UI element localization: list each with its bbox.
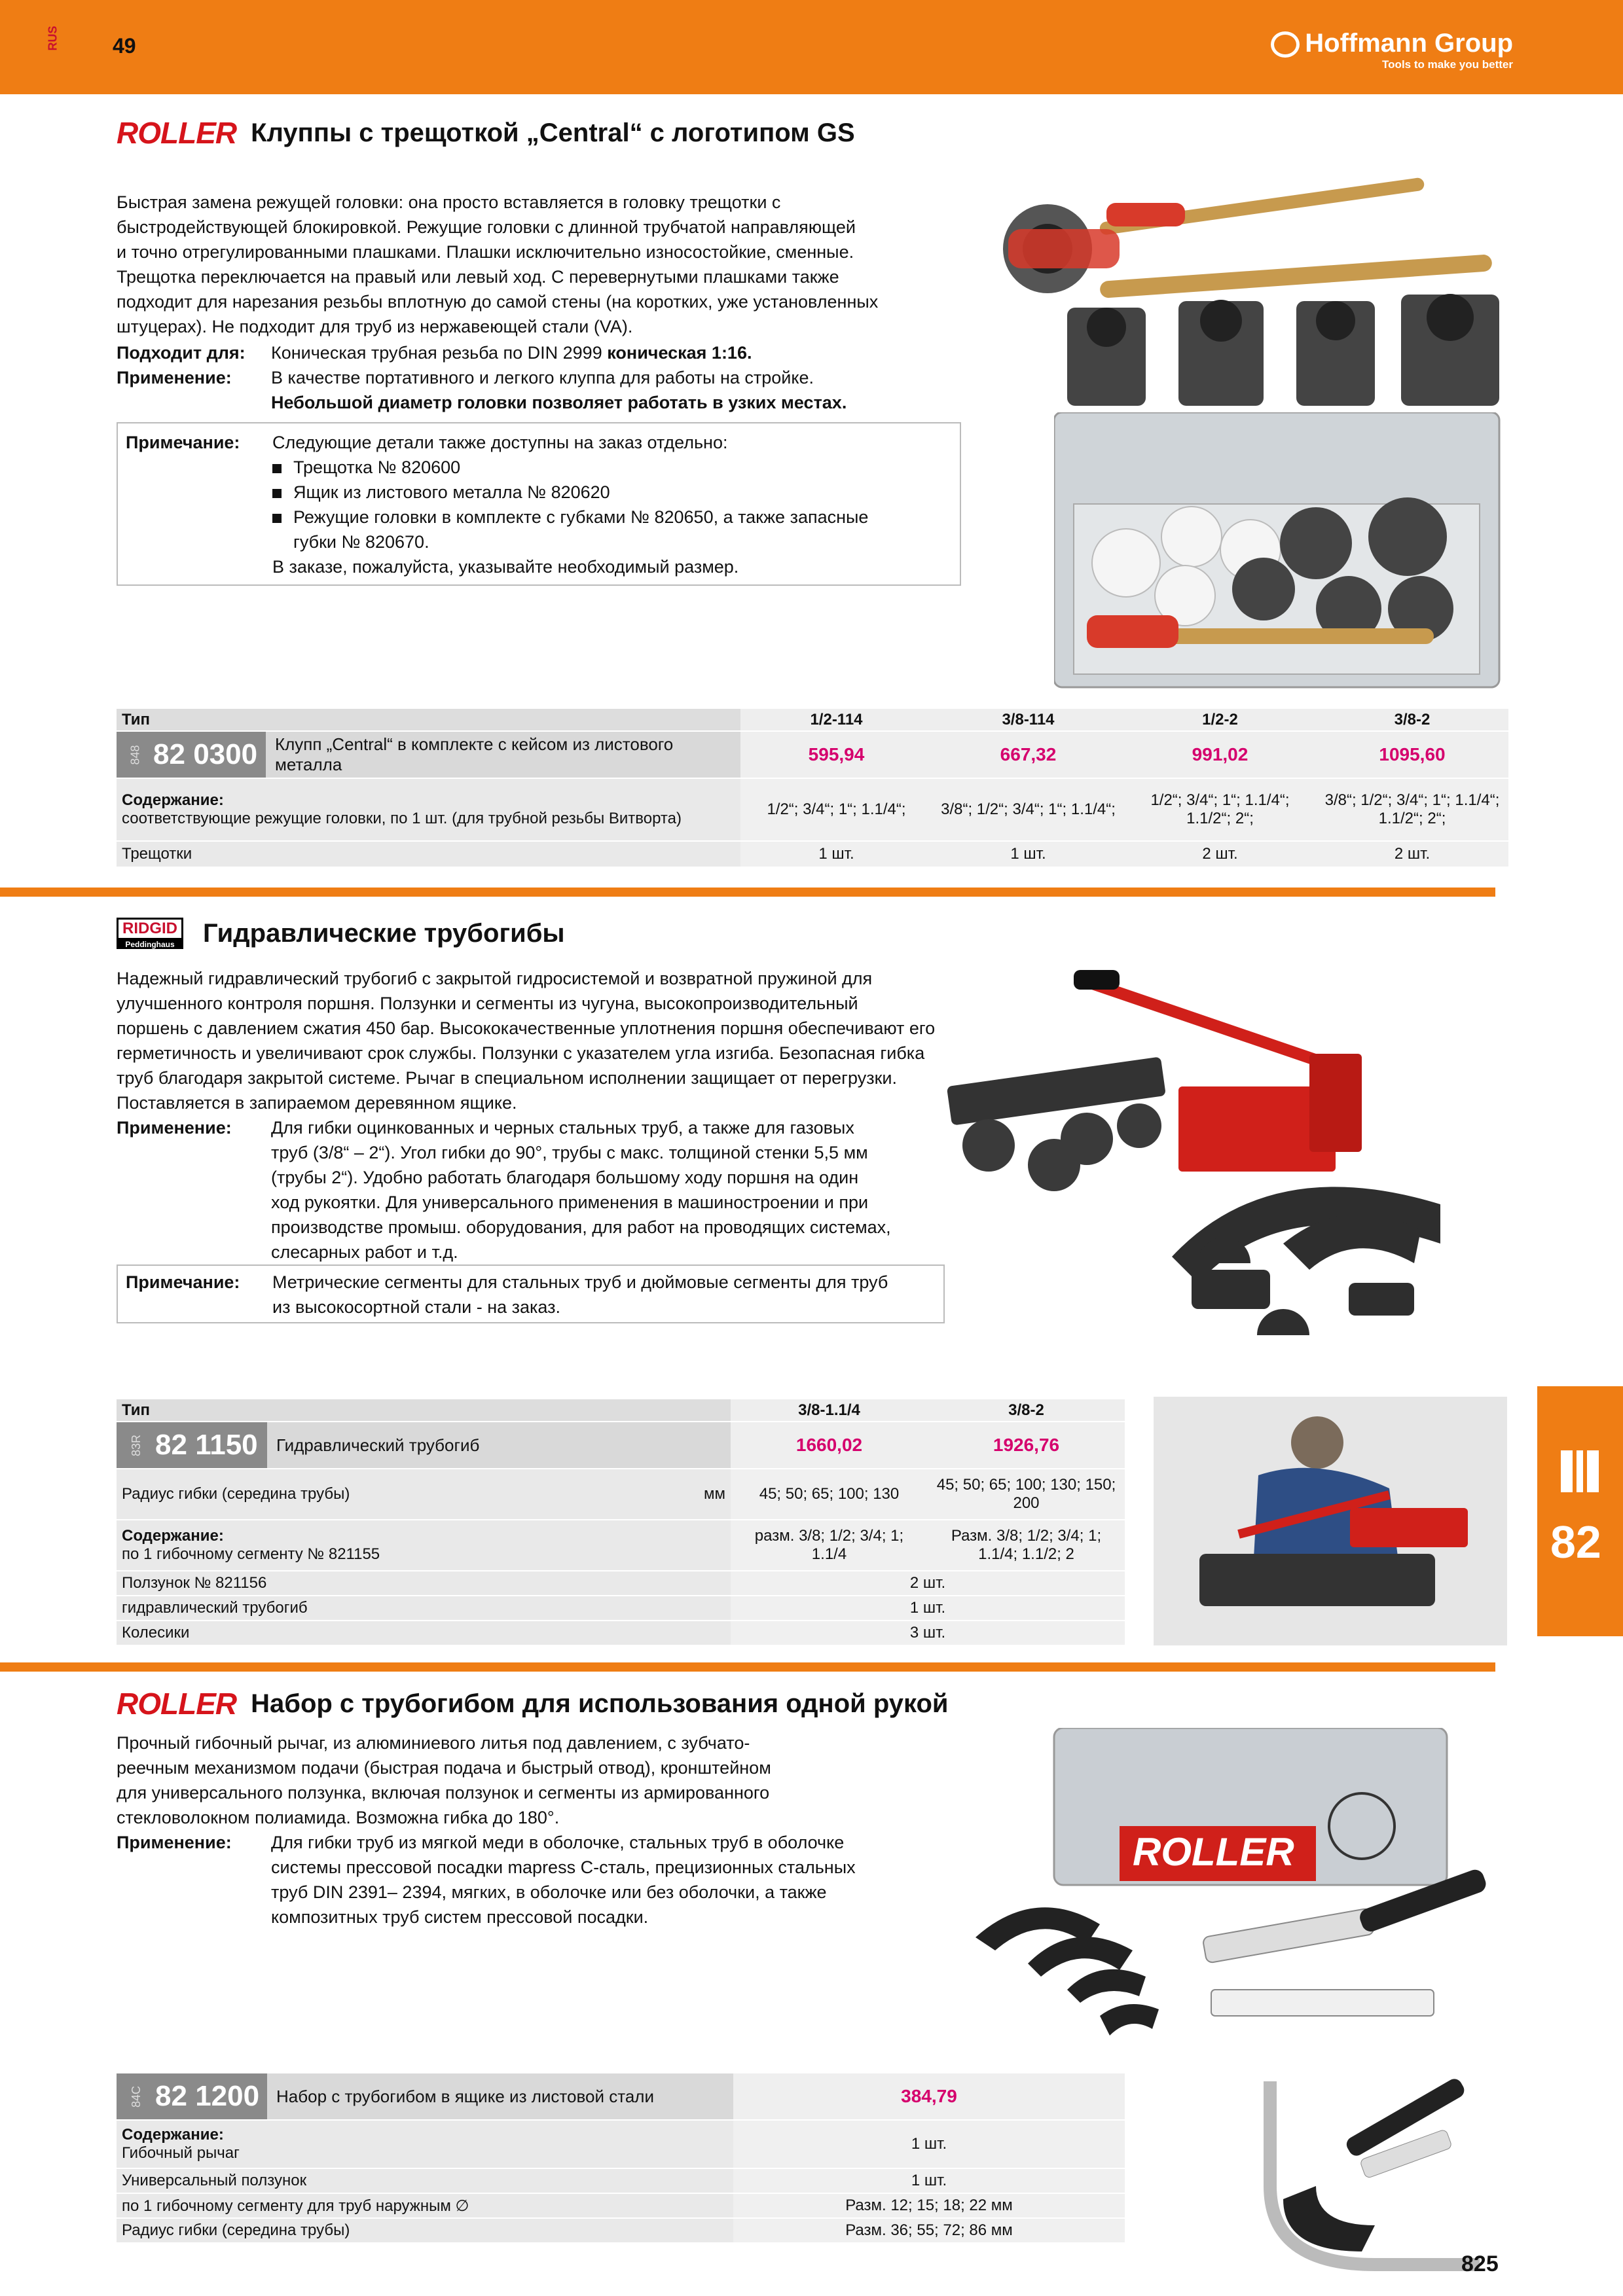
note-content xyxy=(272,430,947,579)
note-line: Метрические сегменты для стальных труб и дюймовые сегменты для труб xyxy=(272,1272,888,1292)
content-cell xyxy=(117,778,740,841)
value-line: 1.1/4; 1.1/2; 2 xyxy=(978,1545,1074,1563)
hydraulic-bender-image xyxy=(943,956,1506,1335)
desc-line: труб благодаря закрытой системе. Рычаг в специальном исполнении защищает от перегрузки. xyxy=(117,1068,897,1088)
desc-line: и точно отрегулированными плашками. Плашки исключительно износостойкие, сменные. xyxy=(117,242,854,262)
content-label: Содержание: xyxy=(122,1527,224,1545)
ridgid-logo-text: RIDGID xyxy=(117,918,183,940)
desc-line: герметичность и увеличивают срок службы. Ползунки с указателем угла изгиба. Безопасная гибка xyxy=(117,1043,925,1063)
row-value: 2 шт. xyxy=(731,1571,1125,1596)
bender-set-image xyxy=(969,1728,1506,2042)
price: 384,79 xyxy=(733,2073,1125,2120)
note-content xyxy=(272,1270,888,1319)
use-line: производстве промыш. оборудования, для работ на проводящих системах, xyxy=(271,1217,891,1237)
article-description: Клупп „Central“ в комплекте с кейсом из листового металла xyxy=(274,734,674,774)
fit-label: Подходит для: xyxy=(117,343,246,363)
row-value: 1 шт. xyxy=(733,2120,1125,2168)
metal-case-image xyxy=(1054,412,1506,700)
ratchet-value: 1 шт. xyxy=(740,841,932,867)
content-value xyxy=(928,1520,1125,1571)
section2-table xyxy=(117,1399,1125,1646)
value-line: 1/2“; 3/4“; 1“; 1.1/4“; xyxy=(767,800,906,818)
brand-name: Hoffmann Group xyxy=(1305,29,1513,58)
price: 1660,02 xyxy=(731,1422,928,1469)
desc-line: Поставляется в запираемом деревянном ящике. xyxy=(117,1093,517,1113)
note-item xyxy=(272,455,947,480)
note-end: В заказе, пожалуйста, указывайте необходимый размер. xyxy=(272,557,739,577)
article-number: 82 1200 xyxy=(155,2080,260,2112)
section1-table xyxy=(117,709,1508,868)
value-line: 200 xyxy=(1013,1494,1040,1512)
price: 991,02 xyxy=(1124,731,1316,778)
note-label: Примечание: xyxy=(126,433,240,452)
desc-line: Быстрая замена режущей головки: она просто вставляется в головку трещотки с xyxy=(117,192,781,212)
value-line: разм. 3/8; 1/2; 3/4; 1; xyxy=(754,1527,904,1545)
s3-use-row xyxy=(117,1830,968,1927)
article-number-box xyxy=(117,1422,267,1468)
fit-text-value: Коническая трубная резьба по DIN 2999 xyxy=(271,343,602,363)
price: 595,94 xyxy=(740,731,932,778)
radius-unit: мм xyxy=(665,1469,731,1520)
roller-logo: ROLLER xyxy=(117,116,237,150)
row-label: Гибочный рычаг xyxy=(122,2144,240,2162)
fit-text xyxy=(271,340,752,365)
value-line: 45; 50; 65; 100; 130; 150; xyxy=(936,1476,1116,1494)
article-prefix: 83R xyxy=(130,1434,143,1456)
radius-label: Радиус гибки (середина трубы) xyxy=(117,1469,665,1520)
content-value xyxy=(1124,778,1316,841)
case-logo: ROLLER xyxy=(1133,1830,1294,1874)
article-description: Гидравлический трубогиб xyxy=(276,1435,480,1455)
note-item xyxy=(272,505,947,529)
article-number-box xyxy=(117,732,266,778)
use-line: системы прессовой посадки mapress C-сталь, прецизионных стальных xyxy=(271,1857,856,1877)
section3-table xyxy=(117,2073,1125,2244)
desc-line: стекловолокном полиамида. Возможна гибка до 180°. xyxy=(117,1808,560,1827)
use-line: труб (3/8“ – 2“). Угол гибки до 90°, трубы с макс. толщиной стенки 5,5 мм xyxy=(271,1143,868,1162)
use-text: В качестве портативного и легкого клуппа для работы на стройке. xyxy=(271,368,814,387)
section1-heading xyxy=(117,115,855,151)
row-label: Ползунок № 821156 xyxy=(117,1571,731,1596)
page-number-bottom: 825 xyxy=(1461,2251,1499,2276)
use-row xyxy=(117,365,968,412)
row-value: 1 шт. xyxy=(733,2168,1125,2193)
desc-line: быстродействующей блокировкой. Режущие головки с длинной трубчатой направляющей xyxy=(117,217,856,237)
use-line: ход рукоятки. Для универсального применения в машиностроении и при xyxy=(271,1193,869,1212)
s2-use-row xyxy=(117,1115,968,1262)
value-line: 1.1/2“; 2“; xyxy=(1186,810,1254,827)
content-value xyxy=(740,778,932,841)
ratchet-value: 1 шт. xyxy=(932,841,1124,867)
radius-value xyxy=(731,1469,928,1520)
use-label: Применение: xyxy=(117,1118,232,1138)
content-value xyxy=(932,778,1124,841)
row-label: Колесики xyxy=(117,1621,731,1645)
section3-title: Набор с трубогибом для использования одной рукой xyxy=(251,1689,949,1718)
col-header: 3/8-2 xyxy=(928,1399,1125,1422)
use-label: Применение: xyxy=(117,368,232,387)
use-line: Для гибки труб из мягкой меди в оболочке, стальных труб в оболочке xyxy=(271,1833,845,1852)
col-header: 3/8-2 xyxy=(1316,709,1508,731)
section-divider xyxy=(0,888,1495,897)
article-prefix: 848 xyxy=(128,744,142,765)
section2-heading xyxy=(117,918,565,949)
col-header: 1/2-2 xyxy=(1124,709,1316,731)
use-line: композитных труб систем прессовой посадки. xyxy=(271,1907,649,1927)
page-number-top: 49 xyxy=(113,34,136,58)
article-cell xyxy=(117,731,740,778)
col-header: 3/8-114 xyxy=(932,709,1124,731)
note-item-text: Ящик из листового металла № 820620 xyxy=(293,482,610,502)
value-line: Разм. 3/8; 1/2; 3/4; 1; xyxy=(951,1527,1102,1545)
fit-bold: коническая 1:16. xyxy=(607,343,752,363)
section1-title: Клуппы с трещоткой „Central“ с логотипом GS xyxy=(251,118,855,147)
article-cell xyxy=(117,1422,731,1469)
ratchet-value: 2 шт. xyxy=(1316,841,1508,867)
row-value: Разм. 12; 15; 18; 22 мм xyxy=(733,2193,1125,2218)
language-code: RUS xyxy=(46,26,60,51)
s2-note-box xyxy=(117,1265,945,1323)
bullet-icon xyxy=(272,514,282,523)
use-text xyxy=(271,1115,965,1265)
note-label: Примечание: xyxy=(126,1272,240,1292)
use-line: слесарных работ и т.д. xyxy=(271,1242,458,1262)
bullet-icon xyxy=(272,464,282,473)
content-cell xyxy=(117,1520,731,1571)
roller-logo: ROLLER xyxy=(117,1687,237,1721)
fit-row xyxy=(117,340,968,365)
value-line: 45; 50; 65; 100; 130 xyxy=(759,1485,900,1503)
section-divider xyxy=(0,1662,1495,1672)
note-item-text: Трещотка № 820600 xyxy=(293,457,461,477)
content-value xyxy=(731,1520,928,1571)
ridgid-logo-sub: Peddinghaus xyxy=(117,940,183,949)
section3-description xyxy=(117,1731,902,1830)
desc-line: подходит для нарезания резьбы вплотную до самой стены (на коротких, уже установленных xyxy=(117,292,879,312)
content-desc: соответствующие режущие головки, по 1 шт. (для трубной резьбы Витворта) xyxy=(122,810,682,827)
content-desc: по 1 гибочному сегменту № 821155 xyxy=(122,1545,380,1563)
price: 667,32 xyxy=(932,731,1124,778)
desc-line: Трещотка переключается на правый или левый ход. С перевернутыми плашками также xyxy=(117,267,839,287)
note-item-text: Режущие головки в комплекте с губками № 820650, а также запасные xyxy=(293,507,869,527)
use-text xyxy=(271,1830,965,1929)
desc-line: реечным механизмом подачи (быстрая подача и быстрый отвод), кронштейном xyxy=(117,1758,771,1778)
hoffmann-logo xyxy=(1271,29,1513,71)
row-value: 3 шт. xyxy=(731,1621,1125,1645)
row-value: 1 шт. xyxy=(731,1596,1125,1621)
hoffmann-logo-mark xyxy=(1271,31,1300,58)
content-cell xyxy=(117,2120,733,2168)
radius-value xyxy=(928,1469,1125,1520)
article-cell xyxy=(117,2073,733,2120)
price: 1095,60 xyxy=(1316,731,1508,778)
desc-line: Прочный гибочный рычаг, из алюминиевого литья под давлением, с зубчато- xyxy=(117,1733,750,1753)
content-label: Содержание: xyxy=(122,2126,224,2144)
section1-description xyxy=(117,190,948,339)
col-header: 3/8-1.1/4 xyxy=(731,1399,928,1422)
note-box xyxy=(117,422,961,586)
die-set-image xyxy=(969,177,1506,412)
ratchet-label: Трещотки xyxy=(117,841,740,867)
content-value xyxy=(1316,778,1508,841)
brand-tagline: Tools to make you better xyxy=(1382,58,1513,71)
article-description: Набор с трубогибом в ящике из листовой стали xyxy=(276,2086,654,2106)
price: 1926,76 xyxy=(928,1422,1125,1469)
tools-icon xyxy=(1557,1445,1603,1498)
article-prefix: 84C xyxy=(130,2085,143,2108)
row-label: Универсальный ползунок xyxy=(117,2168,733,2193)
article-number: 82 0300 xyxy=(153,738,258,770)
bullet-icon xyxy=(272,489,282,498)
article-number: 82 1150 xyxy=(155,1429,258,1461)
article-number-box xyxy=(117,2073,267,2119)
value-line: 3/8“; 1/2“; 3/4“; 1“; 1.1/4“; xyxy=(941,800,1116,818)
use-line: труб DIN 2391– 2394, мягких, в оболочке или без оболочки, а также xyxy=(271,1882,827,1902)
chapter-number: 82 xyxy=(1550,1516,1601,1568)
use-line: (трубы 2“). Удобно работать благодаря большому ходу поршня на один xyxy=(271,1168,859,1187)
section2-title: Гидравлические трубогибы xyxy=(203,918,565,948)
desc-line: улучшенного контроля поршня. Ползунки и сегменты из чугуна, высокопроизводительный xyxy=(117,994,858,1013)
section3-heading xyxy=(117,1686,949,1721)
note-item xyxy=(272,480,947,505)
row-label: гидравлический трубогиб xyxy=(117,1596,731,1621)
note-intro: Следующие детали также доступны на заказ отдельно: xyxy=(272,433,728,452)
desc-line: поршень с давлением сжатия 450 бар. Высококачественные уплотнения поршня обеспечивают его xyxy=(117,1018,936,1038)
desc-line: штуцерах). Не подходит для труб из нержавеющей стали (VA). xyxy=(117,317,633,336)
desc-line: для универсального ползунка, включая ползунок и сегменты из армированного xyxy=(117,1783,770,1803)
desc-line: Надежный гидравлический трубогиб с закрытой гидросистемой и возвратной пружиной для xyxy=(117,969,873,988)
chapter-side-tab xyxy=(1537,1386,1623,1636)
note-line: из высокосортной стали - на заказ. xyxy=(272,1297,561,1317)
use-label: Применение: xyxy=(117,1833,232,1852)
ridgid-logo xyxy=(117,918,183,949)
value-line: 1.1/2“; 2“; xyxy=(1378,810,1446,827)
ratchet-value: 2 шт. xyxy=(1124,841,1316,867)
value-line: 3/8“; 1/2“; 3/4“; 1“; 1.1/4“; xyxy=(1324,791,1500,809)
content-label: Содержание: xyxy=(122,791,224,809)
use-line: Для гибки оцинкованных и черных стальных труб, а также для газовых xyxy=(271,1118,854,1138)
row-label: Радиус гибки (середина трубы) xyxy=(117,2218,733,2243)
use-bold: Небольшой диаметр головки позволяет работать в узких местах. xyxy=(271,393,847,412)
value-line: 1/2“; 3/4“; 1“; 1.1/4“; xyxy=(1150,791,1290,809)
row-value: Разм. 36; 55; 72; 86 мм xyxy=(733,2218,1125,2243)
section2-description xyxy=(117,966,981,1115)
note-item-cont: губки № 820670. xyxy=(293,532,429,552)
row-label: по 1 гибочному сегменту для труб наружным ∅ xyxy=(117,2193,733,2218)
col-header: 1/2-114 xyxy=(740,709,932,731)
type-label: Тип xyxy=(117,1399,731,1422)
type-label: Тип xyxy=(117,709,740,731)
bender-in-use-photo xyxy=(1154,1397,1507,1645)
value-line: 1.1/4 xyxy=(811,1545,847,1563)
